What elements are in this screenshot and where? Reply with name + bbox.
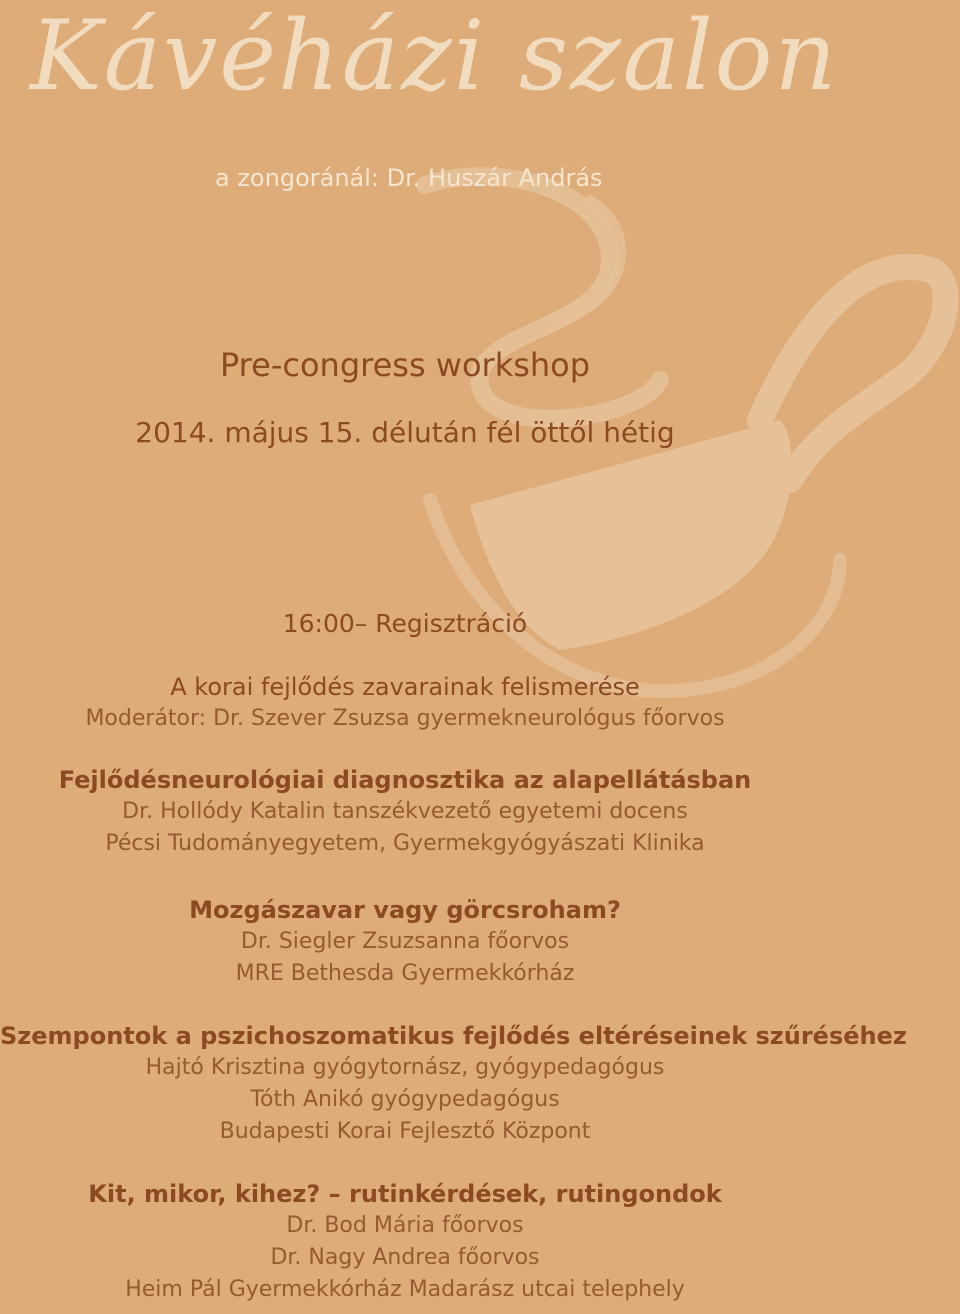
pianist-line: a zongoránál: Dr. Huszár András — [215, 164, 603, 192]
talk-line: Tóth Anikó gyógypedagógus — [250, 1087, 560, 1112]
talk-block — [0, 1178, 810, 1306]
registration-time: 16:00– Regisztráció — [282, 609, 528, 638]
event-name: Pre-congress workshop — [219, 346, 591, 384]
talk-line: Dr. Nagy Andrea főorvos — [270, 1245, 540, 1270]
script-title: Kávéházi szalon — [30, 0, 839, 112]
talk-line: MRE Bethesda Gyermekkórház — [235, 961, 575, 986]
talk-line: Hajtó Krisztina gyógytornász, gyógypedagógus — [145, 1055, 665, 1080]
talk-line: Dr. Siegler Zsuzsanna főorvos — [240, 929, 570, 954]
talk-line: Heim Pál Gyermekkórház Madarász utcai telephely — [125, 1277, 685, 1302]
talk-title: Kit, mikor, kihez? – rutinkérdések, rutingondok — [88, 1180, 722, 1208]
talk-block — [0, 671, 810, 735]
talk-line: Pécsi Tudományegyetem, Gyermekgyógyászati Klinika — [105, 831, 705, 856]
talk-block — [0, 764, 810, 860]
talk-block — [0, 894, 810, 990]
talk-title: Fejlődésneurológiai diagnosztika az alapellátásban — [58, 766, 752, 794]
event-date: 2014. május 15. délután fél öttől hétig — [135, 416, 675, 449]
talk-line: Moderátor: Dr. Szever Zsuzsa gyermekneurológus főorvos — [85, 706, 725, 731]
talk-line: Dr. Bod Mária főorvos — [286, 1213, 524, 1238]
talk-title: Mozgászavar vagy görcsroham? — [189, 896, 621, 924]
talk-block — [0, 1020, 907, 1148]
talk-line: Dr. Hollódy Katalin tanszékvezető egyetemi docens — [122, 799, 688, 824]
talk-line: Budapesti Korai Fejlesztő Központ — [219, 1119, 591, 1144]
talk-title: A korai fejlődés zavarainak felismerése — [170, 673, 640, 701]
talk-title: Szempontok a pszichoszomatikus fejlődés eltéréseinek szűréséhez — [0, 1022, 907, 1050]
